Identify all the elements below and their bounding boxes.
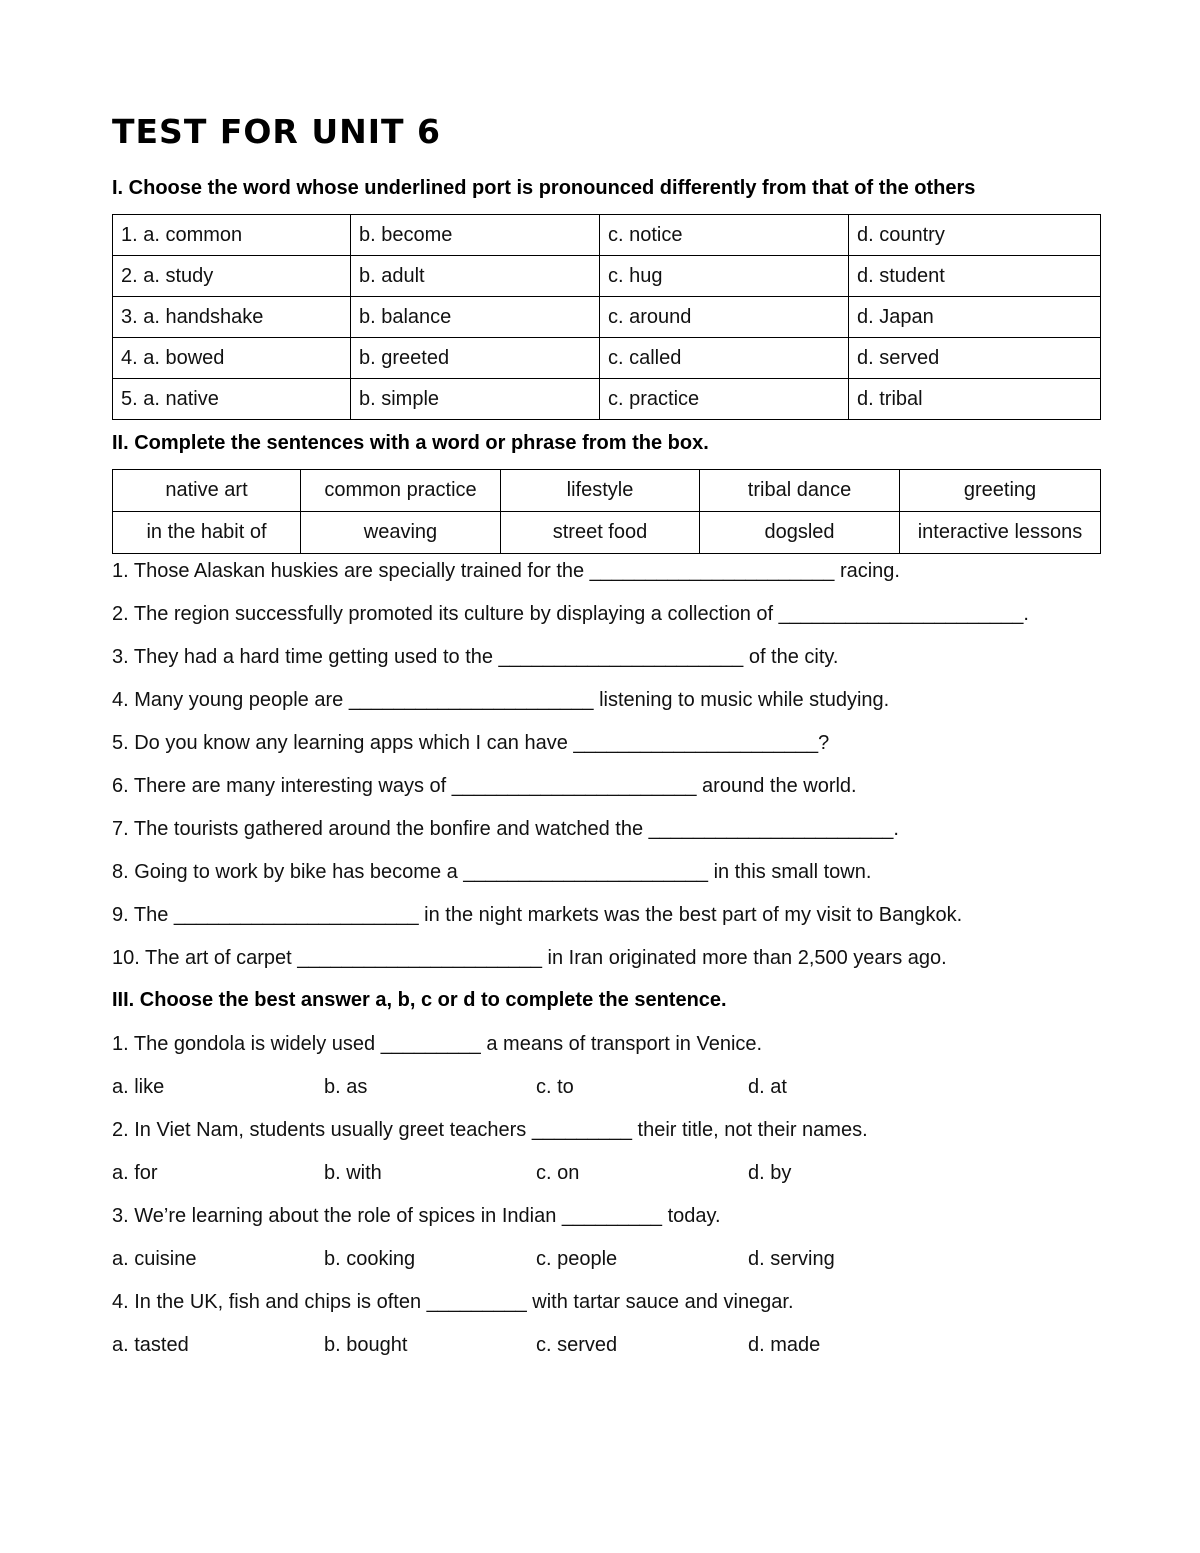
answer-option: d. serving — [748, 1248, 835, 1270]
page-title: TEST FOR UNIT 6 — [112, 112, 441, 151]
answer-option: b. with — [324, 1162, 382, 1184]
word-box-cell: in the habit of — [113, 512, 301, 554]
word-box-cell: common practice — [301, 470, 501, 512]
sentence: 8. Going to work by bike has become a ______________________ in this small town. — [112, 861, 872, 883]
table-cell: d. Japan — [849, 297, 1101, 338]
word-box-cell: lifestyle — [501, 470, 700, 512]
table-row — [113, 297, 1101, 338]
word-box-cell: street food — [501, 512, 700, 554]
word-box-cell: interactive lessons — [900, 512, 1101, 554]
table-cell: b. adult — [351, 256, 600, 297]
table-row — [113, 512, 1101, 554]
word-box — [112, 469, 1101, 554]
table-cell: 4. a. bowed — [113, 338, 351, 379]
word-box-cell: weaving — [301, 512, 501, 554]
table-cell: c. hug — [600, 256, 849, 297]
answer-option: a. tasted — [112, 1334, 189, 1356]
table-cell: 3. a. handshake — [113, 297, 351, 338]
sentence: 6. There are many interesting ways of ______________________ around the world. — [112, 775, 857, 797]
question: 2. In Viet Nam, students usually greet teachers _________ their title, not their names. — [112, 1119, 868, 1141]
answer-option: c. served — [536, 1334, 618, 1356]
sentence: 3. They had a hard time getting used to the ______________________ of the city. — [112, 646, 839, 668]
answer-option: a. cuisine — [112, 1248, 197, 1270]
answer-option: d. made — [748, 1334, 821, 1356]
table-cell: c. around — [600, 297, 849, 338]
table-cell: d. tribal — [849, 379, 1101, 420]
answer-option: b. as — [324, 1076, 368, 1098]
table-row — [113, 470, 1101, 512]
question: 4. In the UK, fish and chips is often _________ with tartar sauce and vinegar. — [112, 1291, 794, 1313]
table-cell: c. practice — [600, 379, 849, 420]
table-cell: d. student — [849, 256, 1101, 297]
sentence: 1. Those Alaskan huskies are specially trained for the ______________________ racing. — [112, 560, 900, 582]
pronunciation-table — [112, 214, 1101, 420]
table-cell: 5. a. native — [113, 379, 351, 420]
table-cell: b. simple — [351, 379, 600, 420]
question: 3. We’re learning about the role of spices in Indian _________ today. — [112, 1205, 721, 1227]
table-cell: d. served — [849, 338, 1101, 379]
answer-option: b. bought — [324, 1334, 408, 1356]
table-cell: 1. a. common — [113, 215, 351, 256]
sentence: 4. Many young people are ______________________ listening to music while studying. — [112, 689, 890, 711]
answer-option: d. by — [748, 1162, 792, 1184]
answer-option: a. for — [112, 1162, 158, 1184]
sentence: 9. The ______________________ in the night markets was the best part of my visit to Bangkok. — [112, 904, 963, 926]
sentence: 5. Do you know any learning apps which I can have ______________________? — [112, 732, 830, 754]
answer-option: c. on — [536, 1162, 580, 1184]
table-cell: d. country — [849, 215, 1101, 256]
table-cell: c. notice — [600, 215, 849, 256]
table-cell: 2. a. study — [113, 256, 351, 297]
section-1-heading: I. Choose the word whose underlined port is pronounced differently from that of the others — [112, 177, 976, 199]
answer-option: c. to — [536, 1076, 574, 1098]
question: 1. The gondola is widely used _________ a means of transport in Venice. — [112, 1033, 763, 1055]
sentence: 7. The tourists gathered around the bonfire and watched the ______________________. — [112, 818, 899, 840]
table-cell: b. greeted — [351, 338, 600, 379]
word-box-cell: native art — [113, 470, 301, 512]
section-2-heading: II. Complete the sentences with a word or phrase from the box. — [112, 432, 709, 454]
answer-option: b. cooking — [324, 1248, 416, 1270]
sentence: 2. The region successfully promoted its culture by displaying a collection of ______________________. — [112, 603, 1029, 625]
table-row — [113, 338, 1101, 379]
table-cell: c. called — [600, 338, 849, 379]
word-box-cell: tribal dance — [700, 470, 900, 512]
sentence: 10. The art of carpet ______________________ in Iran originated more than 2,500 years ago. — [112, 947, 947, 969]
word-box-cell: greeting — [900, 470, 1101, 512]
answer-option: c. people — [536, 1248, 618, 1270]
table-row — [113, 379, 1101, 420]
table-cell: b. balance — [351, 297, 600, 338]
answer-option: a. like — [112, 1076, 165, 1098]
word-box-cell: dogsled — [700, 512, 900, 554]
table-row — [113, 215, 1101, 256]
table-cell: b. become — [351, 215, 600, 256]
answer-option: d. at — [748, 1076, 787, 1098]
section-3-heading: III. Choose the best answer a, b, c or d to complete the sentence. — [112, 989, 727, 1011]
table-row — [113, 256, 1101, 297]
